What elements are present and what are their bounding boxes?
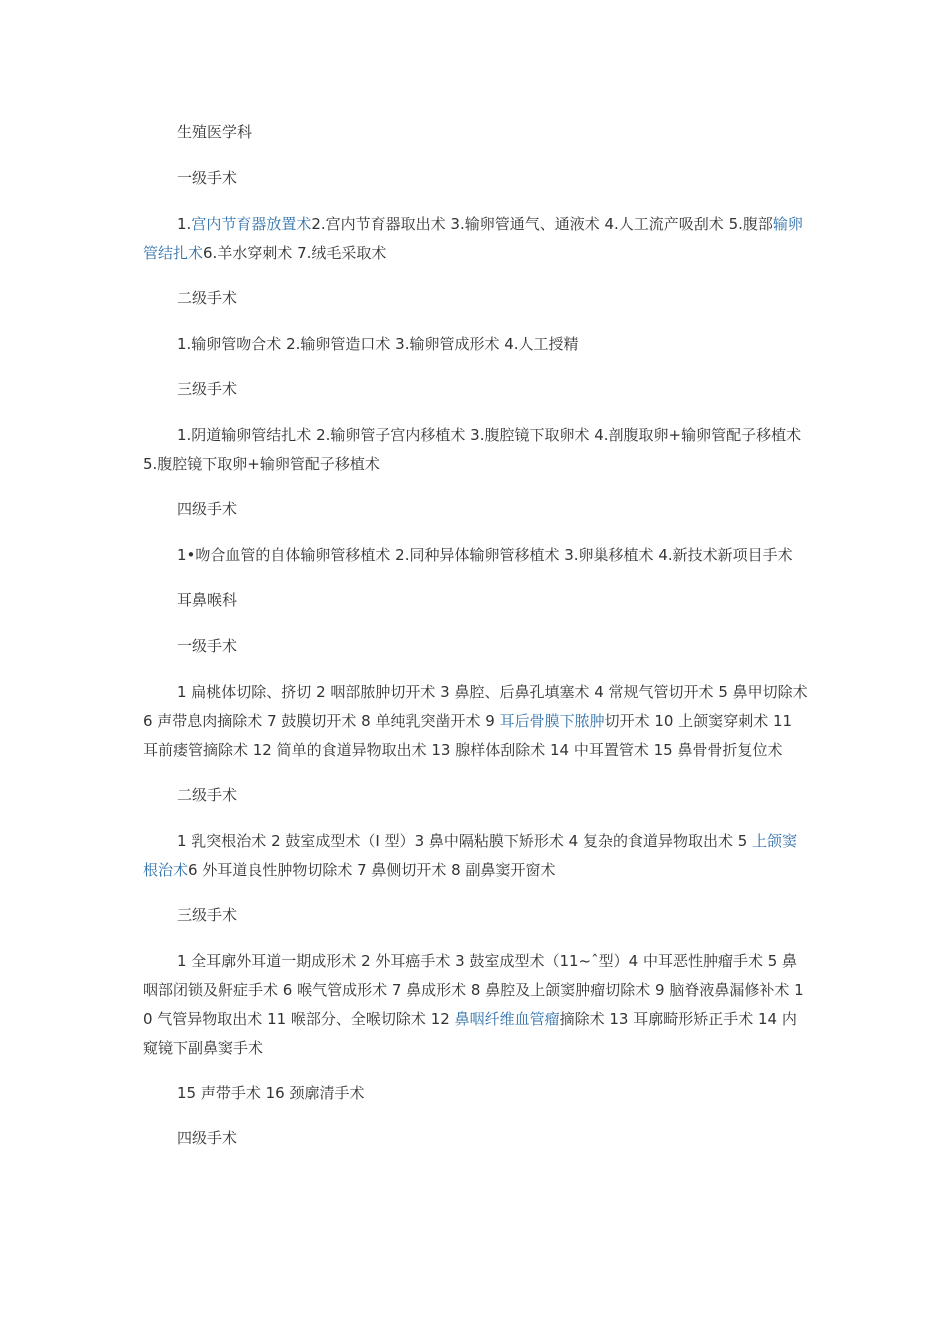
paragraph-text: 1 乳突根治术 2 鼓室成型术（I 型）3 鼻中隔粘膜下矫形术 4 复杂的食道异物取出术 5 (177, 832, 753, 850)
term-link[interactable]: 输卵管结扎术 (143, 215, 803, 262)
section-heading: 一级手术 (177, 169, 238, 187)
term-link[interactable]: 鼻咽纤维血管瘤 (454, 1010, 560, 1028)
section-heading: 三级手术 (177, 380, 238, 398)
section-heading: 耳鼻喉科 (177, 591, 238, 609)
term-link[interactable]: 宫内节育器放置术 (191, 215, 312, 233)
paragraph (143, 541, 808, 570)
paragraph (143, 827, 808, 885)
section-heading: 四级手术 (177, 1129, 238, 1147)
section-heading: 二级手术 (177, 289, 238, 307)
paragraph-text: 1. (177, 215, 192, 233)
paragraph-text: 切开术 10 上颌窦穿刺术 11 耳前瘘管摘除术 12 简单的食道异物取出术 13 腺样体刮除术 14 中耳置管术 15 鼻骨骨折复位术 (143, 712, 793, 759)
paragraph (143, 678, 808, 765)
paragraph-text: 1.阴道输卵管结扎术 2.输卵管子宫内移植术 3.腹腔镜下取卵术 4.剖腹取卵+输卵管配子移植术 5.腹腔镜下取卵+输卵管配子移植术 (143, 426, 802, 473)
paragraph-text: 1 扁桃体切除、挤切 2 咽部脓肿切开术 3 鼻腔、后鼻孔填塞术 4 常规气管切开术 5 鼻甲切除术 6 声带息肉摘除术 7 鼓膜切开术 8 单纯乳突凿开术 9 (143, 683, 808, 730)
paragraph-text: 15 声带手术 16 颈廓清手术 (177, 1084, 365, 1102)
section-heading: 生殖医学科 (177, 123, 253, 141)
paragraph (143, 947, 808, 1063)
paragraph-text: 6.羊水穿刺术 7.绒毛采取术 (203, 244, 387, 262)
document-page (143, 118, 808, 1170)
paragraph-text: 1 全耳廓外耳道一期成形术 2 外耳癌手术 3 鼓室成型术（11~ˆ型）4 中耳恶性肿瘤手术 5 鼻咽部闭锁及鼾症手术 6 喉气管成形术 7 鼻成形术 8 鼻腔及上颌窦肿瘤切除术 9 脑脊液鼻漏修补术 10 气管异物取出术 11 喉部分、全喉切除术 12 (143, 952, 804, 1028)
section-heading: 一级手术 (177, 637, 238, 655)
paragraph (143, 330, 808, 359)
paragraph (143, 210, 808, 268)
paragraph (143, 421, 808, 479)
section-heading: 二级手术 (177, 786, 238, 804)
paragraph-text: 6 外耳道良性肿物切除术 7 鼻侧切开术 8 副鼻窦开窗术 (188, 861, 556, 879)
section-heading: 三级手术 (177, 906, 238, 924)
term-link[interactable]: 耳后骨膜下脓肿 (499, 712, 605, 730)
paragraph-text: 2.宫内节育器取出术 3.输卵管通气、通液术 4.人工流产吸刮术 5.腹部 (311, 215, 773, 233)
paragraph-text: 摘除术 13 耳廓畸形矫正手术 14 内窥镜下副鼻窦手术 (143, 1010, 797, 1057)
paragraph-text: 1.输卵管吻合术 2.输卵管造口术 3.输卵管成形术 4.人工授精 (177, 335, 579, 353)
paragraph-text: 1•吻合血管的自体输卵管移植术 2.同种异体输卵管移植术 3.卵巢移植术 4.新技术新项目手术 (177, 546, 793, 564)
paragraph (143, 1079, 808, 1108)
term-link[interactable]: 上颌窦根治术 (143, 832, 798, 879)
section-heading: 四级手术 (177, 500, 238, 518)
